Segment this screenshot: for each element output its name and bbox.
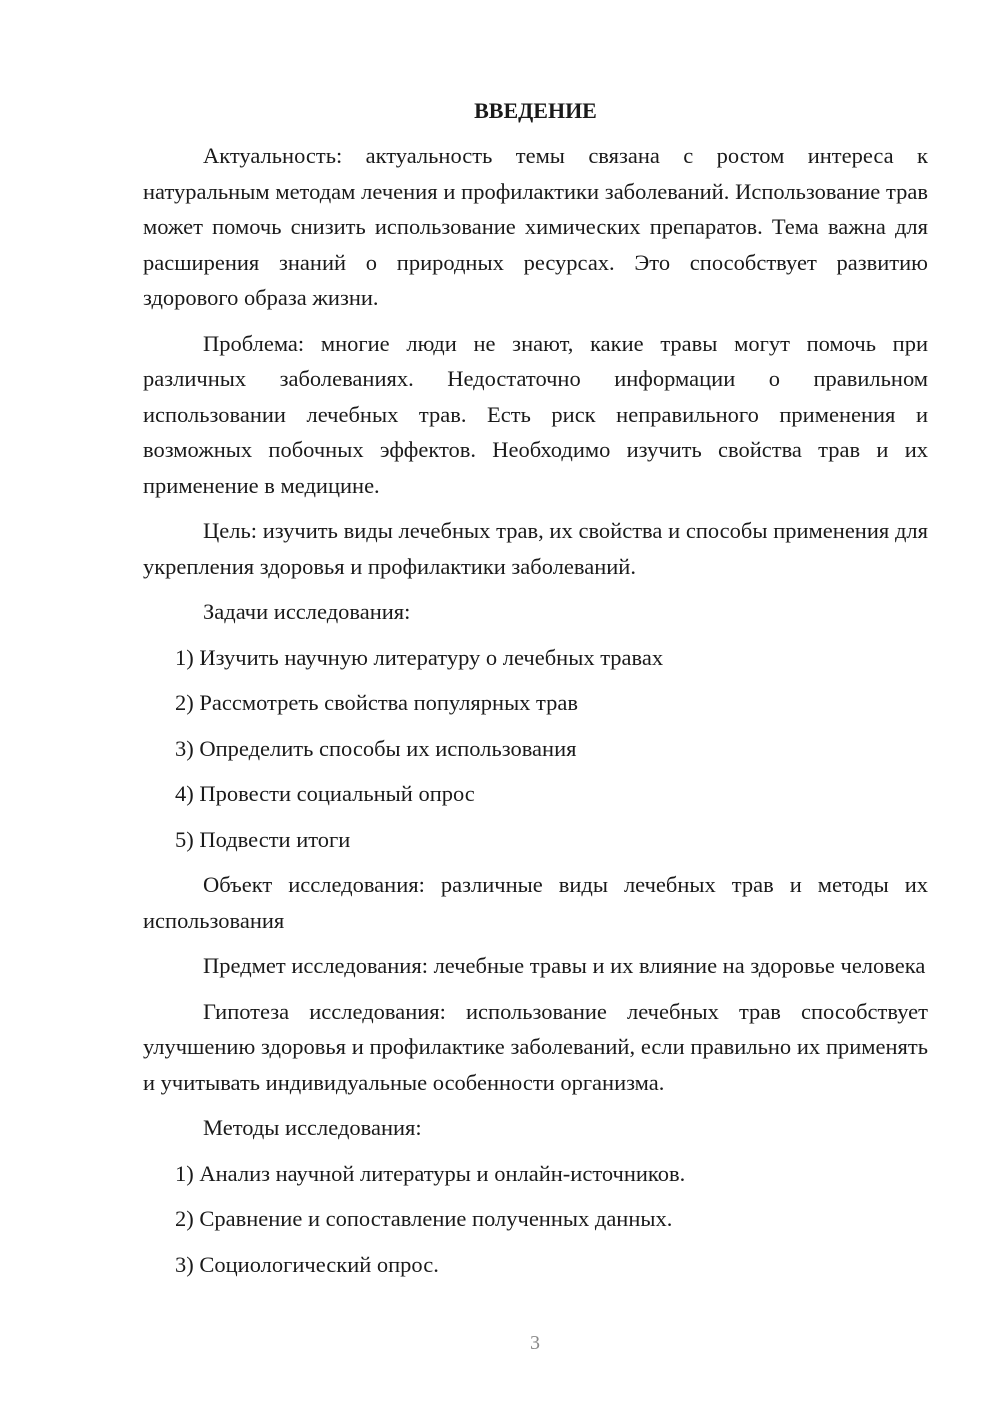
page-title: ВВЕДЕНИЕ bbox=[474, 98, 597, 123]
methods-list bbox=[143, 1156, 928, 1283]
relevance-paragraph: Актуальность: актуальность темы связана с ростом интереса к натуральным методам лечения и профилактики заболеваний. Использование трав может помочь снизить использование химических препаратов. Тема важна для расширения знаний о природных ресурсах. Это способствует развитию здорового образа жизни. bbox=[143, 143, 928, 310]
list-item: 2) Сравнение и сопоставление полученных данных. bbox=[175, 1206, 673, 1231]
list-item: 3) Определить способы их использования bbox=[175, 735, 577, 761]
tasks-list bbox=[143, 640, 928, 858]
list-item: 3) Социологический опрос. bbox=[175, 1251, 439, 1277]
page-content bbox=[143, 95, 928, 1292]
hypothesis-paragraph: Гипотеза исследования: использование лечебных трав способствует улучшению здоровья и профилактике заболеваний, если правильно их применять и учитывать индивидуальные особенности организма. bbox=[143, 998, 928, 1095]
methods-heading: Методы исследования: bbox=[203, 1115, 422, 1140]
page-number: 3 bbox=[530, 1332, 540, 1354]
object-paragraph: Объект исследования: различные виды лечебных трав и методы их использования bbox=[143, 872, 928, 933]
goal-paragraph: Цель: изучить виды лечебных трав, их свойства и способы применения для укрепления здоровья и профилактики заболеваний. bbox=[143, 518, 928, 579]
list-item: 1) Изучить научную литературу о лечебных травах bbox=[175, 644, 664, 670]
subject-paragraph: Предмет исследования: лечебные травы и их влияние на здоровье человека bbox=[203, 953, 926, 978]
tasks-heading: Задачи исследования: bbox=[203, 599, 411, 624]
list-item: 1) Анализ научной литературы и онлайн-источников. bbox=[175, 1160, 686, 1186]
list-item: 5) Подвести итоги bbox=[175, 826, 351, 852]
list-item: 2) Рассмотреть свойства популярных трав bbox=[175, 690, 579, 715]
problem-paragraph: Проблема: многие люди не знают, какие травы могут помочь при различных заболеваниях. Недостаточно информации о правильном использовании лечебных трав. Есть риск неправильного применения и возможных побочных эффектов. Необходимо изучить свойства трав и их применение в медицине. bbox=[143, 330, 928, 498]
list-item: 4) Провести социальный опрос bbox=[175, 781, 475, 806]
